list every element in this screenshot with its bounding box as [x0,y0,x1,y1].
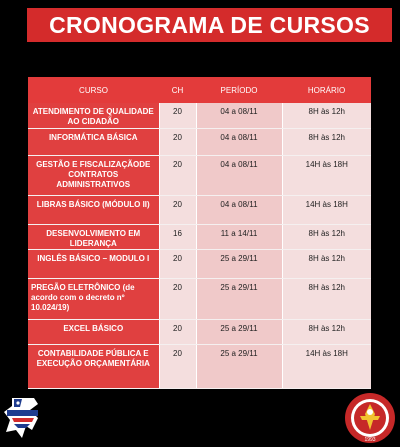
column-header-ch: CH [159,77,196,103]
course-period: 25 a 29/11 [196,344,282,388]
course-schedule-table [28,77,371,389]
table-row [28,278,371,319]
course-hours: 20 [159,103,196,128]
table-row [28,319,371,344]
course-period: 04 a 08/11 [196,128,282,155]
course-hours: 20 [159,278,196,319]
course-schedule: 8H às 12h [282,278,371,319]
course-name: INFORMÁTICA BÁSICA [28,128,159,155]
column-header-horario: HORÁRIO [282,77,371,103]
course-name: PREGÃO ELETRÔNICO (de acordo com o decreto nº 10.024/19) [28,278,159,319]
course-period: 11 a 14/11 [196,224,282,249]
course-name: CONTABILIDADE PÚBLICA E EXECUÇÃO ORÇAMENTÁRIA [28,344,159,388]
course-name: INGLÊS BÁSICO – MODULO I [28,249,159,278]
course-hours: 16 [159,224,196,249]
course-name: ATENDIMENTO DE QUALIDADE AO CIDADÃO [28,103,159,128]
course-schedule: 14H às 18H [282,344,371,388]
course-hours: 20 [159,344,196,388]
course-schedule: 8H às 12h [282,128,371,155]
table-row [28,224,371,249]
course-schedule: 14H às 18H [282,195,371,224]
course-hours: 20 [159,155,196,195]
course-schedule: 8H às 12h [282,249,371,278]
course-period: 04 a 08/11 [196,195,282,224]
course-hours: 20 [159,195,196,224]
course-name: DESENVOLVIMENTO EM LIDERANÇA [28,224,159,249]
maranhao-flag-icon [4,396,40,440]
table-row [28,344,371,388]
course-name: EXCEL BÁSICO [28,319,159,344]
course-period: 25 a 29/11 [196,319,282,344]
course-schedule: 8H às 12h [282,224,371,249]
course-period: 04 a 08/11 [196,103,282,128]
table-row [28,249,371,278]
column-header-curso: CURSO [28,77,159,103]
course-schedule: 8H às 12h [282,103,371,128]
table-row [28,195,371,224]
military-police-seal-icon [344,392,396,444]
course-hours: 20 [159,249,196,278]
course-period: 25 a 29/11 [196,249,282,278]
course-hours: 20 [159,319,196,344]
course-period: 25 a 29/11 [196,278,282,319]
table-row [28,103,371,128]
column-header-periodo: PERÍODO [196,77,282,103]
table-header-row [28,77,371,103]
title-banner [27,8,392,42]
page-title: CRONOGRAMA DE CURSOS [49,11,370,38]
course-schedule: 8H às 12h [282,319,371,344]
course-schedule: 14H às 18H [282,155,371,195]
seal-year: 1993 [364,437,376,443]
course-period: 04 a 08/11 [196,155,282,195]
course-hours: 20 [159,128,196,155]
course-name: GESTÃO E FISCALIZAÇÃODE CONTRATOS ADMINISTRATIVOS [28,155,159,195]
course-name: LIBRAS BÁSICO (MÓDULO II) [28,195,159,224]
table-row [28,128,371,155]
table-row [28,155,371,195]
